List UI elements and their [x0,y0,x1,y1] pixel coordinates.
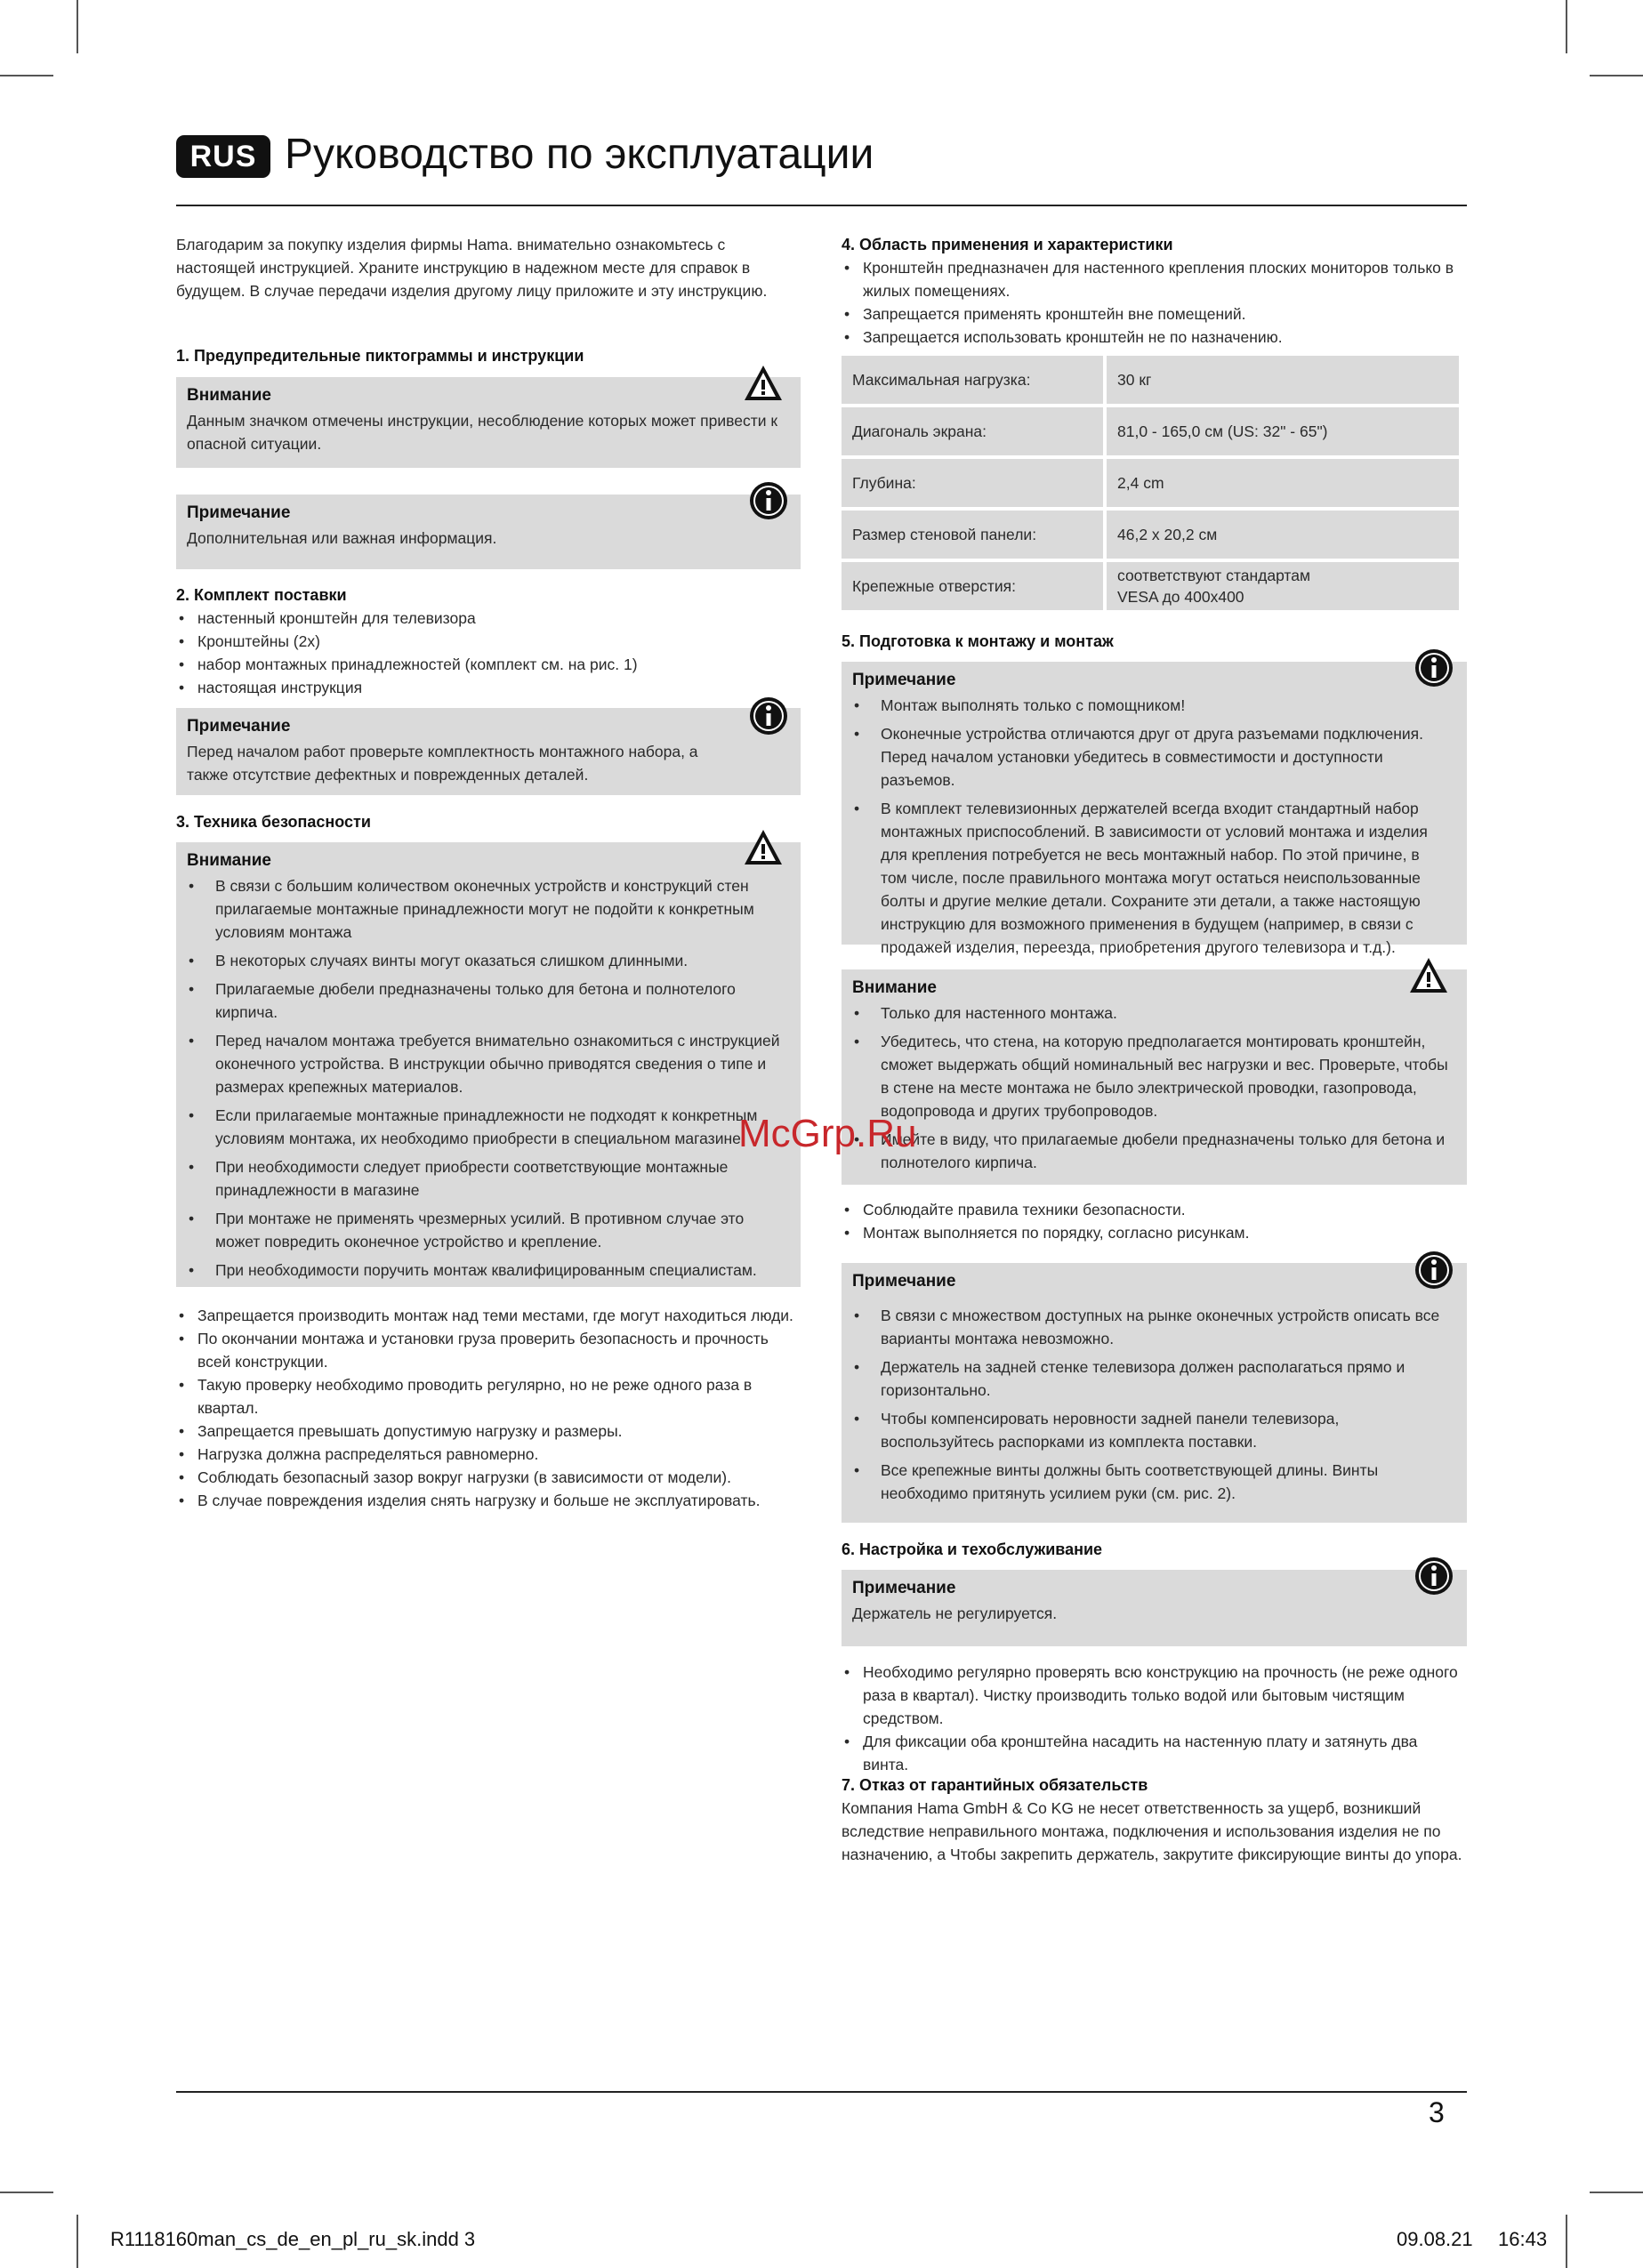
list-item: • Кронштейн предназначен для настенного крепления плоских мониторов только в жилых помещениях. [842,256,1466,302]
note-text: Перед началом работ проверьте комплектность монтажного набора, а также отсутствие дефектных и поврежденных деталей. [187,743,698,784]
list-item: • Такую проверку необходимо проводить регулярно, но не реже одного раза в квартал. [176,1373,801,1420]
spec-value: 46,2 x 20,2 см [1107,511,1459,559]
list-item: • Запрещается использовать кронштейн не по назначению. [842,326,1466,349]
section-7 [842,1773,1466,1866]
list-item: • Имейте в виду, что прилагаемые дюбели предназначены только для бетона и полнотелого кирпича. [852,1128,1450,1174]
list-item: • Держатель на задней стенке телевизора должен располагаться прямо и горизонтально. [852,1355,1450,1402]
section-4 [842,233,1466,349]
list-item: • Соблюдать безопасный зазор вокруг нагрузки (в зависимости от модели). [176,1466,801,1489]
section-1-title: 1. Предупредительные пиктограммы и инструкции [176,347,584,365]
warning-title: Внимание [852,978,937,997]
page-title: Руководство по эксплуатации [285,131,874,178]
warning-text: Данным значком отмечены инструкции, несоблюдение которых может привести к опасной ситуации. [187,412,778,453]
info-icon [1413,647,1454,688]
page-number: 3 [1429,2096,1445,2128]
list-item: • Если прилагаемые монтажные принадлежности не подходят к конкретным условиям монтажа, их необходимо приобрести в специальном магазине. [187,1104,790,1150]
spec-label: Размер стеновой панели: [842,511,1107,559]
header-rule [176,205,1467,206]
info-icon [1413,1250,1454,1291]
section-3-list [176,1304,801,1512]
list-item: • Для фиксации оба кронштейна насадить на настенную плату и затянуть два винта. [842,1730,1466,1776]
list-item: • Перед началом монтажа требуется внимательно ознакомиться с инструкцией оконечного устройства. В инструкции обычно приводятся сведения о типе и размерах крепежных материалов. [187,1029,790,1098]
section-7-text: Компания Hama GmbH & Co KG не несет ответственность за ущерб, возникший вследствие неправильного монтажа, подключения и использования изделия не по назначению, а Чтобы закрепить держатель, закрутите фиксирующие винты до упора. [842,1799,1462,1863]
list-item: • Прилагаемые дюбели предназначены только для бетона и полнотелого кирпича. [187,977,790,1024]
language-badge: RUS [176,135,270,178]
list-item: • В связи с большим количеством оконечных устройств и конструкций стен прилагаемые монтажные принадлежности могут не подойти к конкретным условиям монтажа [187,874,790,944]
list-item: • настенный кронштейн для телевизора [176,607,801,630]
list-item: • Монтаж выполнять только с помощником! [852,694,1430,717]
note-title: Примечание [187,503,291,522]
spec-label: Глубина: [842,459,1107,507]
note-text: Дополнительная или важная информация. [187,529,497,547]
section-6-title: 6. Настройка и техобслуживание [842,1540,1103,1558]
spec-value: 81,0 - 165,0 см (US: 32" - 65") [1107,407,1459,455]
list-item: • Нагрузка должна распределяться равномерно. [176,1443,801,1466]
warning-triangle-icon [1408,955,1449,996]
list-item: • При монтаже не применять чрезмерных усилий. В противном случае это может повредить оконечное устройство и крепление. [187,1207,790,1253]
footer-rule [176,2091,1467,2093]
spec-label: Диагональ экрана: [842,407,1107,455]
list-item: • Все крепежные винты должны быть соответствующей длины. Винты необходимо притянуть усилием руки (см. рис. 2). [852,1459,1450,1505]
list-item: • При необходимости следует приобрести соответствующие монтажные принадлежности в магазине [187,1155,790,1202]
list-item: • набор монтажных принадлежностей (комплект см. на рис. 1) [176,653,801,676]
list-item: • Кронштейны (2x) [176,630,801,653]
spec-value: 30 кг [1107,356,1459,404]
spec-label: Крепежные отверстия: [842,562,1107,610]
list-item: • Чтобы компенсировать неровности задней панели телевизора, воспользуйтесь распорками из комплекта поставки. [852,1407,1450,1453]
warning-title: Внимание [187,386,271,405]
table-row [842,459,1459,507]
spec-label: Максимальная нагрузка: [842,356,1107,404]
section-2 [176,583,801,699]
list-item: • Монтаж выполняется по порядку, согласно рисункам. [842,1221,1466,1244]
list-item: • Запрещается применять кронштейн вне помещений. [842,302,1466,326]
section-5-title: 5. Подготовка к монтажу и монтаж [842,632,1114,650]
list-item: • Убедитесь, что стена, на которую предполагается монтировать кронштейн, сможет выдержать общий номинальный вес нагрузки и вес. Проверьте, чтобы в стене на месте монтажа не было электрической проводки, газопровода, водопровода и других трубопроводов. [852,1030,1450,1122]
list-item: • По окончании монтажа и установки груза проверить безопасность и прочность всей конструкции. [176,1327,801,1373]
table-row [842,356,1459,404]
intro-text: Благодарим за покупку изделия фирмы Hama. внимательно ознакомьтесь с настоящей инструкцией. Храните инструкцию в надежном месте для справок в будущем. В случае передачи изделия другому лицу приложите и эту инструкцию. [176,236,768,300]
list-item: • Необходимо регулярно проверять всю конструкцию на прочность (не реже одного раза в квартал). Чистку производить только водой или бытовым чистящим средством. [842,1661,1466,1730]
info-icon [748,480,789,521]
info-icon [748,696,789,736]
warning-box [842,969,1467,1185]
list-item: • Только для настенного монтажа. [852,1001,1450,1025]
list-item: • В комплект телевизионных держателей всегда входит стандартный набор монтажных приспособлений. В зависимости от условий монтажа и изделия для крепления потребуется не весь монтажный набор. По этой причине, в том числе, после правильного монтажа могут остаться неиспользованные болты и другие мелкие детали. Сохраните эти детали, а также настоящую инструкцию для возможного применения в будущем (например, в связи с продажей изделия, переезда, приобретения другого телевизора и т.д.). [852,797,1430,959]
list-item: • Оконечные устройства отличаются друг от друга разъемами подключения. Перед началом установки убедитесь в совместимости и доступности разъемов. [852,722,1430,792]
section-4-title: 4. Область применения и характеристики [842,236,1173,253]
warning-box [176,377,801,468]
section-6-list [842,1661,1466,1776]
list-item: • Запрещается превышать допустимую нагрузку и размеры. [176,1420,801,1443]
section-7-title: 7. Отказ от гарантийных обязательств [842,1776,1148,1794]
note-box [842,1263,1467,1523]
note-title: Примечание [187,717,291,736]
list-item: • Запрещается производить монтаж над теми местами, где могут находиться люди. [176,1304,801,1327]
section-5-list [842,1198,1466,1244]
slug-time: 16:43 [1498,2228,1548,2250]
note-box [842,1570,1467,1646]
note-text: Держатель не регулируется. [852,1604,1058,1622]
watermark-text: McGrp.Ru [738,1112,917,1155]
table-row [842,407,1459,455]
warning-box [176,842,801,1287]
note-title: Примечание [852,671,956,689]
list-item: • Соблюдайте правила техники безопасности. [842,1198,1466,1221]
table-row [842,562,1459,610]
table-row [842,511,1459,559]
list-item: • настоящая инструкция [176,676,801,699]
note-box [176,708,801,795]
warning-triangle-icon [743,827,784,868]
section-3-title: 3. Техника безопасности [176,813,371,831]
spec-value: соответствуют стандартам VESA до 400x400 [1107,562,1459,610]
spec-table [842,352,1459,614]
info-icon [1413,1556,1454,1596]
list-item: • В некоторых случаях винты могут оказаться слишком длинными. [187,949,790,972]
list-item: • В случае повреждения изделия снять нагрузку и больше не эксплуатировать. [176,1489,801,1512]
note-title: Примечание [852,1272,956,1291]
warning-title: Внимание [187,851,271,870]
slug-date: 09.08.21 [1397,2228,1473,2250]
spec-value: 2,4 cm [1107,459,1459,507]
note-title: Примечание [852,1579,956,1597]
slug-filename: R1118160man_cs_de_en_pl_ru_sk.indd 3 [110,2228,476,2250]
note-box [842,662,1467,956]
note-box [176,495,801,569]
section-2-title: 2. Комплект поставки [176,586,347,604]
list-item: • При необходимости поручить монтаж квалифицированным специалистам. [187,1259,790,1282]
warning-triangle-icon [743,363,784,404]
list-item: • В связи с множеством доступных на рынке оконечных устройств описать все варианты монтажа невозможно. [852,1304,1450,1350]
